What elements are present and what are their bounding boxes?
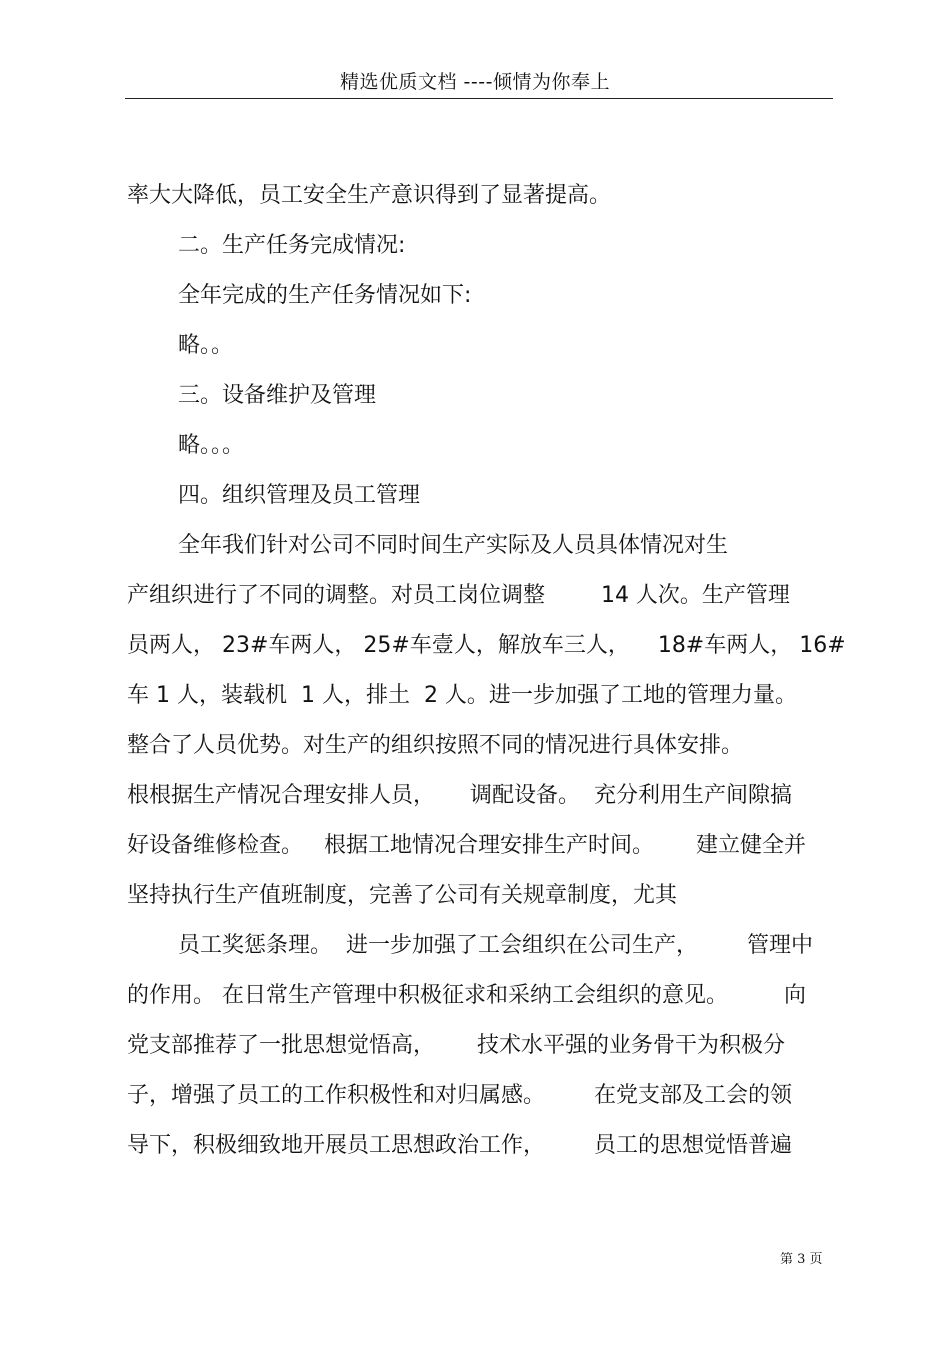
body-line-6: 略。。。: [178, 433, 245, 458]
body-line-3: 全年完成的生产任务情况如下:: [178, 283, 472, 308]
body-line-1: 率大大降低，员工安全生产意识得到了显著提高。: [127, 183, 612, 208]
body-line-10: 员两人， 23#车两人， 25#车壹人，解放车三人， 18#车两人， 16#: [127, 633, 846, 658]
body-line-18: 党支部推荐了一批思想觉悟高， 技术水平强的业务骨干为积极分: [127, 1033, 785, 1058]
section-heading-organization: 四。组织管理及员工管理: [178, 483, 421, 508]
body-line-14: 好设备维修检查。 根据工地情况合理安排生产时间。 建立健全并: [127, 833, 806, 858]
section-heading-equipment: 三。设备维护及管理: [178, 383, 377, 408]
body-line-20: 导下，积极细致地开展员工思想政治工作， 员工的思想觉悟普遍: [127, 1133, 792, 1158]
body-line-16: 员工奖惩条理。 进一步加强了工会组织在公司生产， 管理中: [178, 933, 813, 958]
section-heading-production: 二。生产任务完成情况:: [178, 233, 406, 258]
body-line-4: 略。。: [178, 333, 234, 358]
header-rule: [125, 98, 833, 99]
body-line-13: 根根据生产情况合理安排人员， 调配设备。 充分利用生产间隙搞: [127, 783, 792, 808]
body-line-12: 整合了人员优势。对生产的组织按照不同的情况进行具体安排。: [127, 733, 744, 758]
body-line-11: 车 1 人，装载机 1 人，排土 2 人。进一步加强了工地的管理力量。: [127, 683, 797, 708]
page-header: 精选优质文档 ----倾情为你奉上: [340, 71, 610, 93]
body-line-15: 坚持执行生产值班制度，完善了公司有关规章制度，尤其: [127, 883, 678, 908]
body-line-8: 全年我们针对公司不同时间生产实际及人员具体情况对生: [178, 533, 729, 558]
page-number: 第 3 页: [780, 1252, 823, 1267]
body-line-17: 的作用。 在日常生产管理中积极征求和采纳工会组织的意见。 向: [127, 983, 806, 1008]
body-line-9: 产组织进行了不同的调整。对员工岗位调整 14 人次。生产管理: [127, 583, 790, 608]
body-line-19: 子，增强了员工的工作积极性和对归属感。 在党支部及工会的领: [127, 1083, 792, 1108]
